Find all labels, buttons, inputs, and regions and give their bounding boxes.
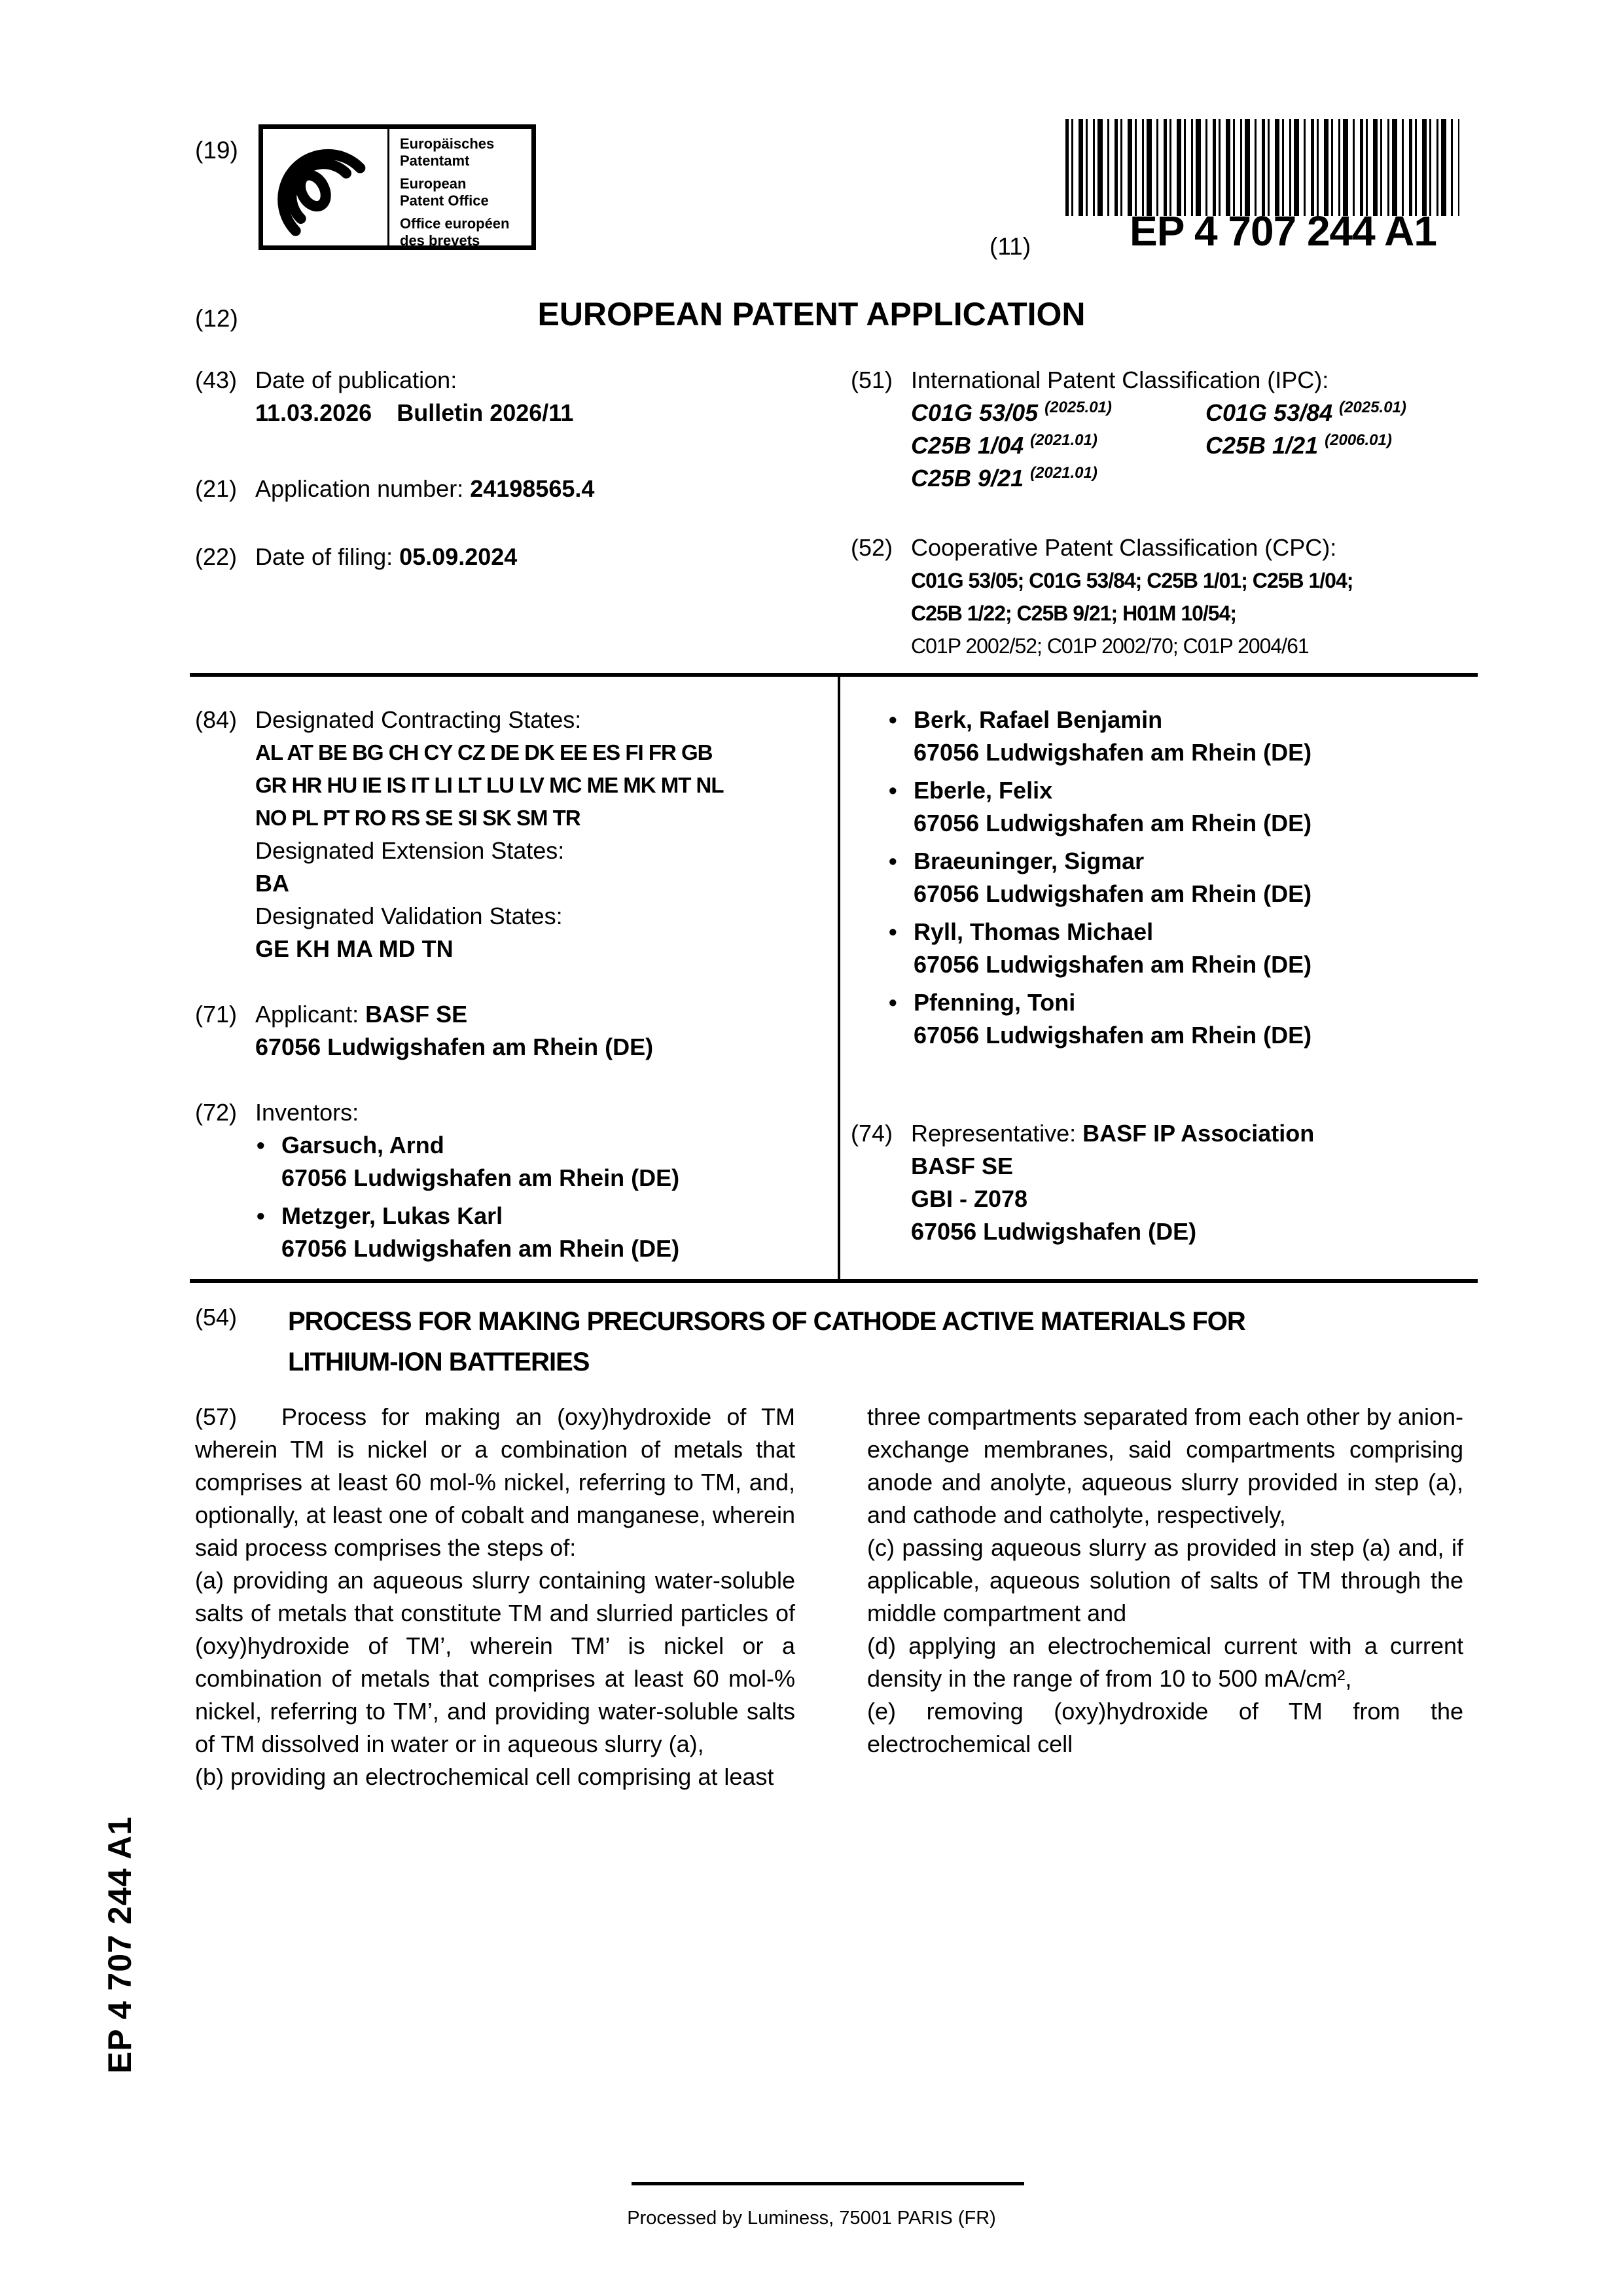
invention-title: PROCESS FOR MAKING PRECURSORS OF CATHODE ACTIVE MATERIALS FOR LITHIUM-ION BATTERIES (288, 1307, 1245, 1376)
abstract-paragraph: (c) passing aqueous slurry as provided in step (a) and, if applicable, aqueous solution of salts of TM through the middle compartment and (867, 1534, 1463, 1626)
inid-code-12: (12) (195, 305, 238, 332)
publication-date-label: Date of publication: (255, 367, 457, 393)
field-filing-date (195, 541, 849, 573)
inventor-item (255, 1200, 836, 1265)
epo-name-en-1: European (400, 175, 467, 192)
inventor-item (887, 986, 1479, 1052)
epo-swirl-icon (273, 135, 378, 240)
inid-code-74: (74) (851, 1120, 893, 1147)
column-divider (838, 673, 840, 1283)
epo-office-names (389, 129, 510, 249)
ipc-entry: C01G 53/84 $^{(2025.01)}$ (1205, 399, 1406, 426)
cpc-line: C01G 53/05; C01G 53/84; C25B 1/01; C25B 1/04; (911, 569, 1353, 592)
publication-date-value: 11.03.2026 (255, 399, 372, 426)
inid-code-11: (11) (990, 233, 1031, 260)
cpc-label: Cooperative Patent Classification (CPC): (911, 534, 1337, 561)
inventor-item (887, 845, 1479, 910)
abstract-paragraph: (b) providing an electrochemical cell comprising at least (195, 1763, 774, 1790)
inventor-address: 67056 Ludwigshafen am Rhein (DE) (281, 1235, 680, 1262)
cpc-line: C01P 2002/52; C01P 2002/70; C01P 2004/61 (911, 634, 1309, 658)
abstract-left-column (195, 1401, 795, 1793)
inid-code-19: (19) (195, 137, 238, 164)
inventor-name: • Garsuch, Arnd (281, 1132, 444, 1158)
inventor-address: 67056 Ludwigshafen am Rhein (DE) (914, 1022, 1312, 1049)
abstract-right-column (867, 1401, 1463, 1761)
inid-code-43: (43) (195, 367, 238, 393)
inventor-name: • Braeuninger, Sigmar (914, 848, 1145, 874)
applicant-label: Applicant: (255, 1001, 359, 1028)
ipc-entry: C25B 1/04 $^{(2021.01)}$ (911, 431, 1097, 459)
inventor-name: • Berk, Rafael Benjamin (914, 706, 1163, 733)
contracting-states-line: NO PL PT RO RS SE SI SK SM TR (255, 806, 580, 830)
inventors-label: Inventors: (255, 1099, 359, 1126)
representative-name: BASF IP Association (1082, 1120, 1315, 1147)
epo-logo (263, 129, 389, 245)
document-kind-heading: EUROPEAN PATENT APPLICATION (537, 296, 1086, 332)
applicant-address: 67056 Ludwigshafen am Rhein (DE) (255, 1033, 654, 1060)
inid-code-71: (71) (195, 1001, 238, 1028)
inventor-name: • Eberle, Felix (914, 777, 1053, 804)
field-representative (851, 1117, 1479, 1248)
inventor-name: • Pfenning, Toni (914, 989, 1076, 1016)
inventor-address: 67056 Ludwigshafen am Rhein (DE) (914, 810, 1312, 836)
inid-code-52: (52) (851, 534, 893, 561)
extension-states-value: BA (255, 870, 289, 897)
filing-date-value: 05.09.2024 (399, 543, 518, 570)
inid-code-54: (54) (195, 1304, 238, 1331)
inid-code-22: (22) (195, 543, 238, 570)
ipc-entry: C01G 53/05 $^{(2025.01)}$ (911, 399, 1112, 426)
applicant-name: BASF SE (365, 1001, 468, 1028)
footer-rule (632, 2182, 1024, 2185)
inventor-item (255, 1129, 836, 1194)
abstract-paragraph: (e) removing (oxy)hydroxide of TM from the electrochemical cell (867, 1698, 1463, 1757)
extension-states-label: Designated Extension States: (255, 837, 565, 864)
representative-label: Representative: (911, 1120, 1077, 1147)
inid-code-72: (72) (195, 1099, 238, 1126)
contracting-states-label: Designated Contracting States: (255, 706, 582, 733)
inventor-name: • Metzger, Lukas Karl (281, 1202, 503, 1229)
abstract-paragraph: (d) applying an electrochemical current with a current density in the range of from 10 to 500 mA/cm², (867, 1632, 1463, 1692)
inventor-item (887, 704, 1479, 769)
inventor-address: 67056 Ludwigshafen am Rhein (DE) (914, 880, 1312, 907)
contracting-states-line: AL AT BE BG CH CY CZ DE DK EE ES FI FR GB (255, 740, 713, 764)
publication-bulletin: Bulletin 2026/11 (397, 399, 574, 426)
sidebar-document-id: EP 4 707 244 A1 (101, 1816, 138, 2073)
inventor-address: 67056 Ludwigshafen am Rhein (DE) (914, 951, 1312, 978)
epo-name-fr-1: Office européen (400, 215, 510, 232)
epo-name-de-1: Europäisches (400, 135, 495, 152)
cpc-line: C25B 1/22; C25B 9/21; H01M 10/54; (911, 601, 1237, 625)
inid-code-84: (84) (195, 706, 238, 733)
filing-date-label: Date of filing: (255, 543, 393, 570)
ipc-entry: C25B 9/21 $^{(2021.01)}$ (911, 464, 1097, 492)
inventor-item (887, 774, 1479, 840)
barcode-image (1065, 119, 1459, 216)
field-inventors (195, 1096, 836, 1265)
abstract-paragraph: (a) providing an aqueous slurry containing water-soluble salts of metals that constitute TM and slurried particles of (oxy)hydroxide of TM’, wherein TM’ is nickel or a combination of metals that comprises at least 60 mol-% nickel, referring to TM’, and providing water-soluble salts of TM dissolved in water or in aqueous slurry (a), (195, 1567, 795, 1757)
validation-states-label: Designated Validation States: (255, 903, 563, 929)
inid-code-51: (51) (851, 367, 893, 393)
horizontal-rule-title (190, 1279, 1478, 1283)
inventor-name: • Ryll, Thomas Michael (914, 918, 1154, 945)
epo-name-en-2: Patent Office (400, 192, 489, 209)
representative-line: GBI - Z078 (911, 1185, 1028, 1212)
publication-number: EP 4 707 244 A1 (1130, 207, 1436, 255)
field-cpc (851, 531, 1479, 662)
representative-line: BASF SE (911, 1153, 1014, 1179)
epo-logo-box (259, 124, 536, 250)
inid-code-21: (21) (195, 475, 238, 502)
field-application-number (195, 473, 849, 505)
inid-code-57: (57) (195, 1403, 238, 1430)
field-applicant (195, 998, 836, 1064)
footer-text: Processed by Luminess, 75001 PARIS (FR) (627, 2208, 996, 2229)
field-publication-date (195, 364, 849, 429)
inventor-address: 67056 Ludwigshafen am Rhein (DE) (281, 1164, 680, 1191)
inventor-address: 67056 Ludwigshafen am Rhein (DE) (914, 739, 1312, 766)
application-number-value: 24198565.4 (470, 475, 595, 502)
validation-states-value: GE KH MA MD TN (255, 935, 454, 962)
ipc-label: International Patent Classification (IPC): (911, 367, 1329, 393)
contracting-states-line: GR HR HU IE IS IT LI LT LU LV MC ME MK MT NL (255, 773, 724, 797)
ipc-entry: C25B 1/21 $^{(2006.01)}$ (1205, 431, 1392, 459)
epo-name-de-2: Patentamt (400, 152, 470, 169)
field-invention-title (195, 1301, 1478, 1382)
application-number-label: Application number: (255, 475, 464, 502)
inventor-item (887, 916, 1479, 981)
horizontal-rule-top (190, 673, 1478, 677)
representative-line: 67056 Ludwigshafen (DE) (911, 1218, 1197, 1245)
epo-name-fr-2: des brevets (400, 232, 480, 249)
abstract-paragraph: Process for making an (oxy)hydroxide of TM wherein TM is nickel or a combination of metals that comprises at least 60 mol-% nickel, referring to TM, and, optionally, at least one of cobalt and manganese, wherein said process comprises the steps of: (195, 1403, 795, 1561)
bibliography-right-column (851, 704, 1479, 1248)
abstract-paragraph: three compartments separated from each other by anion-exchange membranes, said compartments comprising anode and anolyte, aqueous slurry provided in step (a), and cathode and catholyte, respectively, (867, 1403, 1463, 1528)
bibliography-left-column (195, 704, 836, 1270)
field-designated-states (195, 704, 836, 965)
field-ipc (851, 364, 1479, 495)
